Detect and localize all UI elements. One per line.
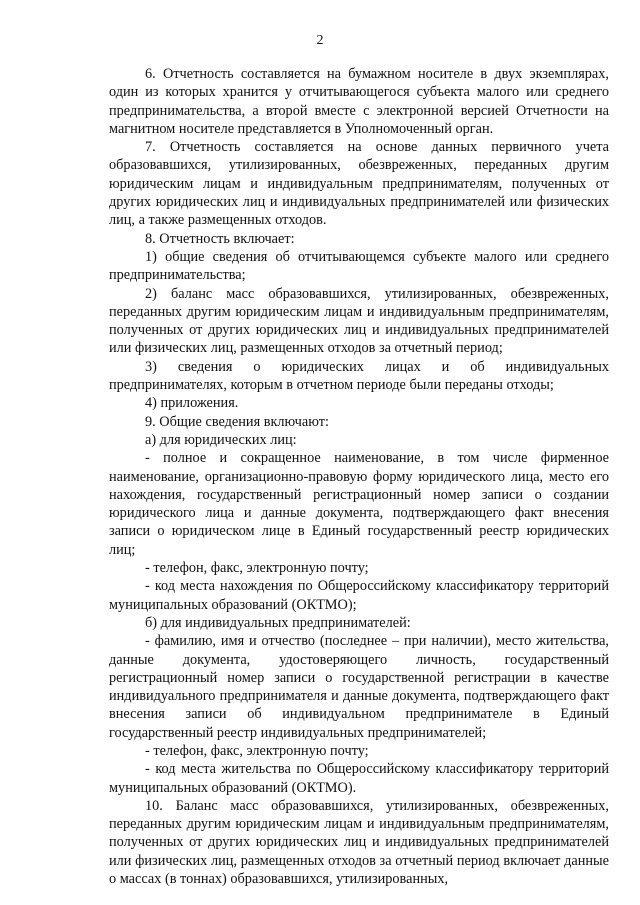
paragraph-9-a-bullet-3: - код места нахождения по Общероссийскому классификатору территорий муниципальных образований (ОКТМО); bbox=[109, 578, 609, 613]
paragraph-8-item-1: 1) общие сведения об отчитывающемся субъекте малого или среднего предпринимательства; bbox=[109, 248, 609, 284]
paragraph-9-b-bullet-3: - код места жительства по Общероссийскому классификатору территорий муниципальных образований (ОКТМО). bbox=[109, 761, 609, 796]
paragraph-9: 9. Общие сведения включают: bbox=[145, 413, 329, 430]
paragraph-9-b: б) для индивидуальных предпринимателей: bbox=[145, 614, 411, 631]
paragraph-9-b-bullet-1: - фамилию, имя и отчество (последнее – при наличии), место жительства, данные документа, удостоверяющего личность, государственный регистрационный номер записи о государственной регистрации в качестве индивидуального предпринимателя и данные документа, подтверждающего факт внесения записи об индивидуальном предпринимателе в Единый государственный реестр индивидуальных предпринимателей; bbox=[109, 633, 609, 741]
paragraph-9-b-bullet-2: - телефон, факс, электронную почту; bbox=[145, 742, 369, 759]
paragraph-6: 6. Отчетность составляется на бумажном носителе в двух экземплярах, один из которых хранится у отчитывающегося субъекта малого или среднего предпринимательства, а второй вместе с электронной версией Отчетности на магнитном носителе представляется в Уполномоченный орган. bbox=[109, 66, 609, 137]
paragraph-9-a: а) для юридических лиц: bbox=[145, 431, 297, 448]
document-body bbox=[109, 65, 609, 888]
page-number: 2 bbox=[316, 33, 324, 48]
paragraph-10: 10. Баланс масс образовавшихся, утилизированных, обезвреженных, переданных другим юридическим лицам и индивидуальным предпринимателям, полученных от других юридических лиц и индивидуальных предпринимателей или физических лиц, размещенных отходов за отчетный период включает данные о массах (в тоннах) образовавшихся, утилизированных, bbox=[109, 797, 609, 888]
paragraph-9-a-bullet-2: - телефон, факс, электронную почту; bbox=[145, 560, 369, 577]
paragraph-9-a-bullet-1: - полное и сокращенное наименование, в том числе фирменное наименование, организационно-правовую форму юридического лица, место его нахождения, государственный регистрационный номер записи о создании юридического лица и данные документа, подтверждающего факт внесения записи о юридическом лице в Единый государственный реестр юридических лиц; bbox=[109, 450, 609, 558]
paragraph-8-item-2: 2) баланс масс образовавшихся, утилизированных, обезвреженных, переданных другим юридическим лицам и индивидуальным предпринимателям, полученных от других юридических лиц и индивидуальных предпринимателей или физических лиц, размещенных отходов за отчетный период; bbox=[109, 285, 609, 357]
paragraph-8-item-3: 3) сведения о юридических лицах и об индивидуальных предпринимателях, которым в отчетном периоде были переданы отходы; bbox=[109, 358, 609, 394]
paragraph-8-item-4: 4) приложения. bbox=[145, 395, 239, 412]
paragraph-8: 8. Отчетность включает: bbox=[145, 230, 295, 247]
paragraph-7: 7. Отчетность составляется на основе данных первичного учета образовавшихся, утилизированных, обезвреженных, переданных другим юридическим лицам и индивидуальным предпринимателям, полученных от других юридических лиц и индивидуальных предпринимателей или физических лиц, а также размещенных отходов. bbox=[109, 139, 609, 229]
